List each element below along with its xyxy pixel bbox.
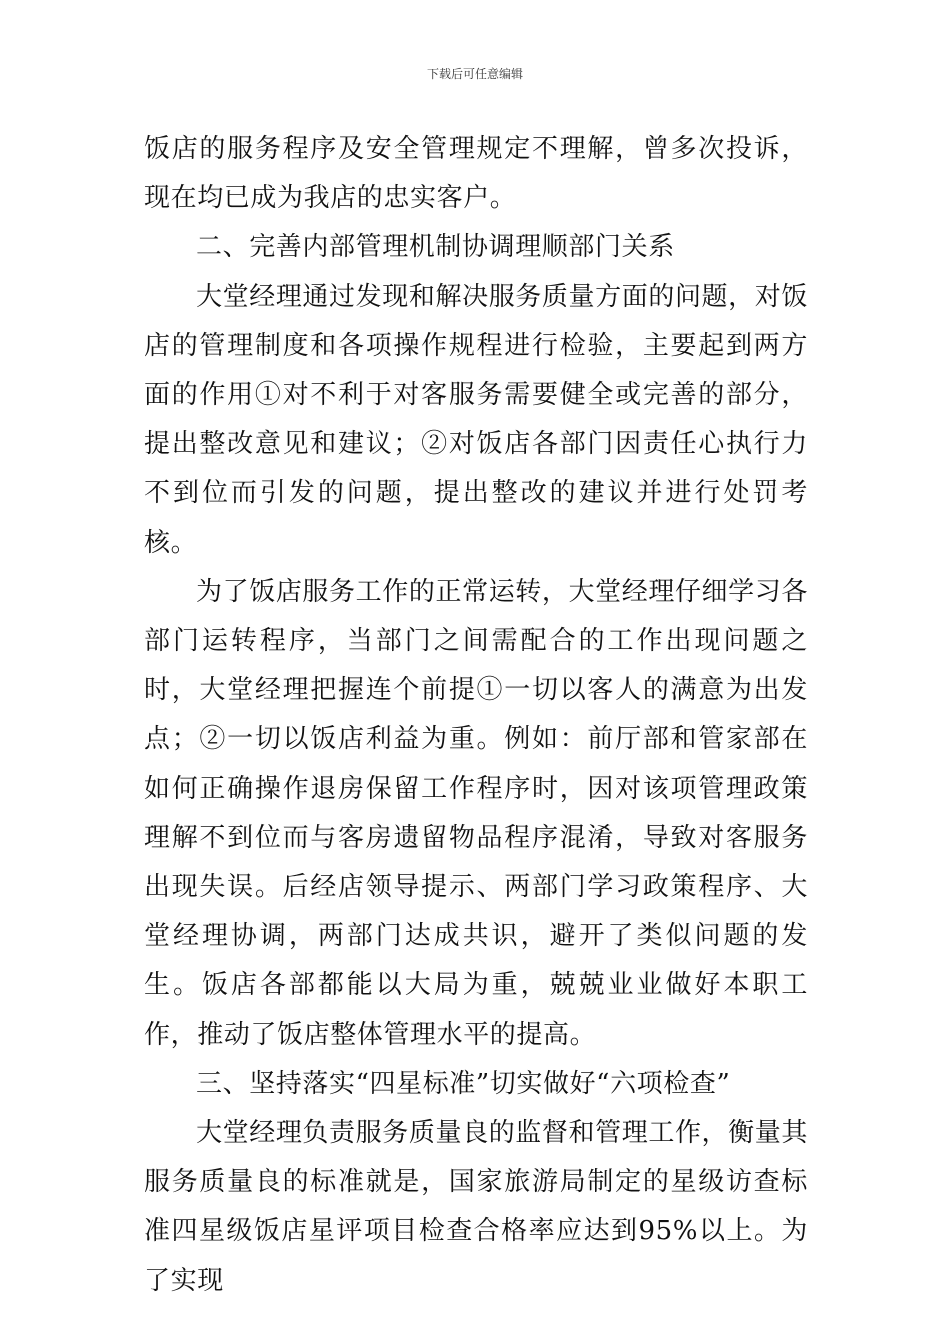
document-body [144, 125, 808, 1306]
section-heading-2: 二、完善内部管理机制协调理顺部门关系 [196, 232, 675, 263]
section-heading-3: 三、坚持落实“四星标准”切实做好“六项检查” [196, 1068, 731, 1099]
page-header-note: 下载后可任意编辑 [426, 67, 523, 81]
paragraph-continued: 饭店的服务程序及安全管理规定不理解，曾多次投诉，现在均已成为我店的忠实客户。 [144, 134, 808, 214]
paragraph-quality-standard: 大堂经理负责服务质量良的监督和管理工作，衡量其服务质量良的标准就是，国家旅游局制定的星级访查标准四星级饭店星评项目检查合格率应达到95%以上。为了实现 [144, 1118, 808, 1296]
paragraph-management-role: 大堂经理通过发现和解决服务质量方面的问题，对饭店的管理制度和各项操作规程进行检验，主要起到两方面的作用①对不利于对客服务需要健全或完善的部分，提出整改意见和建议；②对饭店各部门因责任心执行力不到位而引发的问题，提出整改的建议并进行处罚考核。 [144, 281, 808, 558]
paragraph-department-coordination: 为了饭店服务工作的正常运转，大堂经理仔细学习各部门运转程序，当部门之间需配合的工作出现问题之时，大堂经理把握连个前提①一切以客人的满意为出发点；②一切以饭店利益为重。例如：前厅部和管家部在如何正确操作退房保留工作程序时，因对该项管理政策理解不到位而与客房遗留物品程序混淆，导致对客服务出现失误。后经店领导提示、两部门学习政策程序、大堂经理协调，两部门达成共识，避开了类似问题的发生。饭店各部都能以大局为重，兢兢业业做好本职工作，推动了饭店整体管理水平的提高。 [144, 576, 808, 1050]
